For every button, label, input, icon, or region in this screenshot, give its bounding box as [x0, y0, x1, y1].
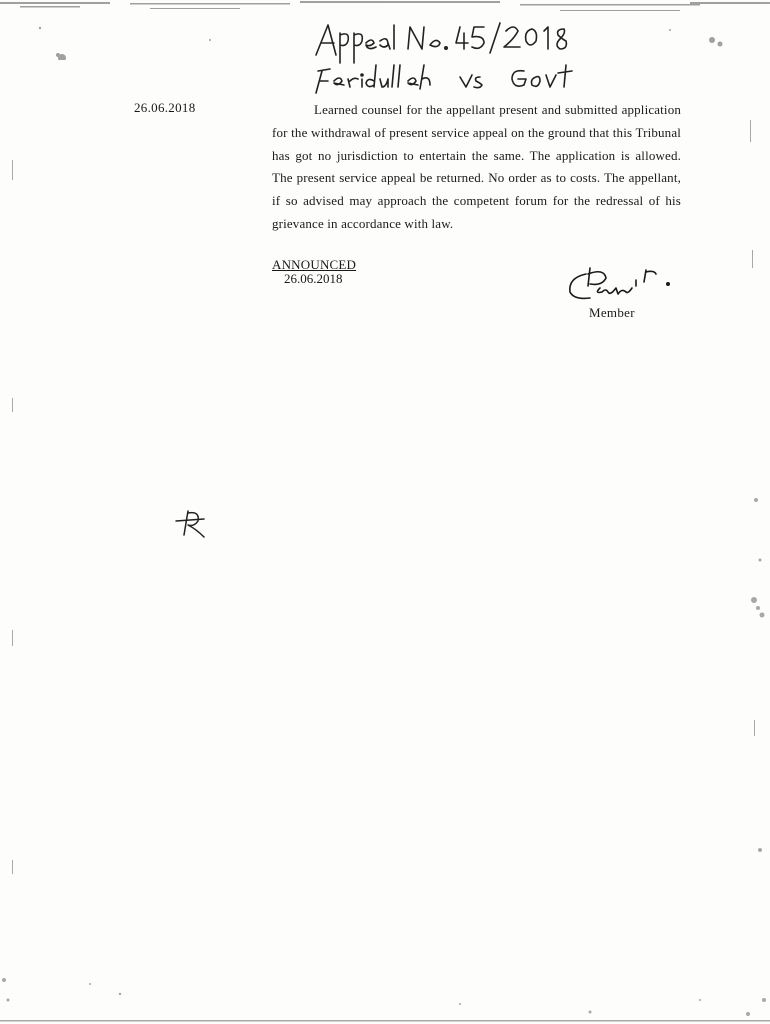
member-designation: Member [589, 305, 635, 320]
announced-date: 26.06.2018 [284, 271, 343, 286]
scan-noise-left [0, 0, 30, 1024]
order-date: 26.06.2018 [134, 100, 196, 115]
scan-noise-bottom [0, 934, 770, 1024]
handwritten-case-title [300, 15, 630, 95]
scan-noise-right [720, 0, 770, 1024]
member-signature [560, 264, 690, 308]
handwritten-initial-mark [170, 505, 210, 541]
order-body: Learned counsel for the appellant present and submitted application for the withdrawal of present service appeal on the ground that this Tribunal has got no jurisdiction to entertain the same. The application is allowed. The present service appeal be returned. No order as to costs. The appellant, if so advised may approach the competent forum for the redressal of his grievance in accordance with law. [272, 102, 681, 231]
announcement-block [272, 258, 356, 286]
announced-label: ANNOUNCED [272, 257, 357, 272]
